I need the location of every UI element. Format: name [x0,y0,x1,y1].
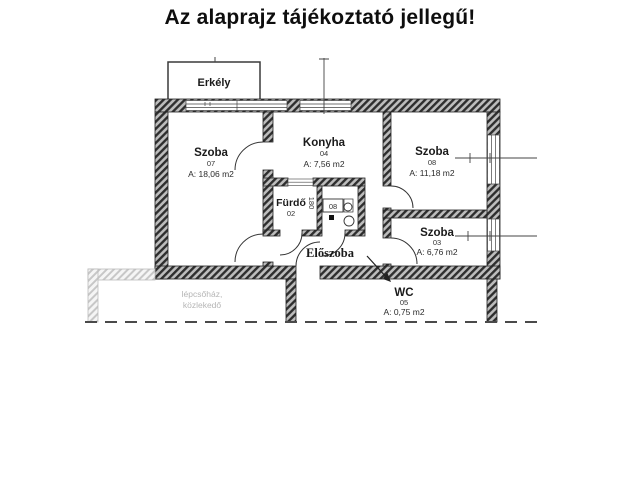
door-arc [391,186,413,208]
wall-segment [302,230,322,236]
room-area: A: 6,76 m2 [416,247,458,257]
wall-segment [263,262,273,266]
door-arc [391,238,417,264]
room-name: Konyha [302,137,346,149]
wall-segment [320,266,500,279]
wall-segment [155,266,296,279]
window-symbol [288,179,313,186]
door-arc [235,234,263,262]
room-name: Szoba [194,147,228,159]
room-label-eloszoba [306,246,355,260]
window-symbol [488,219,500,251]
bath-dim-label: 180 [307,196,316,210]
fixtures [307,197,354,226]
room-area: A: 18,06 m2 [188,169,234,179]
window-symbol [186,101,287,111]
stairwell-text-line2: közlekedő [182,300,222,310]
room-number: 07 [206,159,216,168]
room-name: Szoba [420,227,454,239]
room-number: 04 [319,149,329,158]
wall-segment [263,178,288,186]
room-label-furdo [276,197,306,218]
sink-icon [344,203,352,211]
room-area: A: 0,75 m2 [383,307,425,317]
room-label-wc [383,287,424,317]
fixture-dot [329,215,334,220]
room-area: A: 7,56 m2 [303,159,345,169]
stairwell-label [182,289,223,310]
room-number: 08 [427,158,437,167]
wall-segment [313,178,365,186]
wall-segment [383,264,391,266]
room-label: Erkély [197,77,231,89]
room-area: A: 11,18 m2 [409,168,455,178]
stairwell-text-line1: lépcsőház, [181,289,223,299]
room-label-szoba-07 [188,147,234,179]
window-symbol [488,135,500,184]
fixture-dim-label: 08 [328,202,338,211]
room-label-szoba-08 [409,146,454,178]
door-arc [280,233,302,255]
room-number: 05 [399,298,409,307]
room-label-konyha [303,137,346,169]
wall-segment [383,218,391,238]
wall-segment [487,279,497,322]
wall-segment [263,230,280,236]
room-name: Előszoba [306,246,354,260]
room-name: Fürdő [276,197,306,209]
page-title: Az alaprajz tájékoztató jellegű! [164,6,476,29]
balcony-label-group [197,77,231,89]
wall-segment [286,279,296,322]
stairwell-walls [88,269,155,322]
wall-segment [383,112,391,186]
wall-segment-light [88,269,98,322]
wall-segment [383,210,487,218]
toilet-icon [344,216,354,226]
room-number: 03 [432,238,442,247]
wall-segment [263,112,273,142]
wall-segment [155,112,168,279]
room-name: Szoba [415,146,449,158]
wall-segment [358,186,365,230]
wall-segment [345,230,365,236]
door-arc [235,142,263,170]
room-name: WC [394,287,414,299]
window-symbol [300,101,351,111]
room-number: 02 [286,209,296,218]
room-label-szoba-03 [416,227,457,257]
wall-segment [317,186,322,230]
